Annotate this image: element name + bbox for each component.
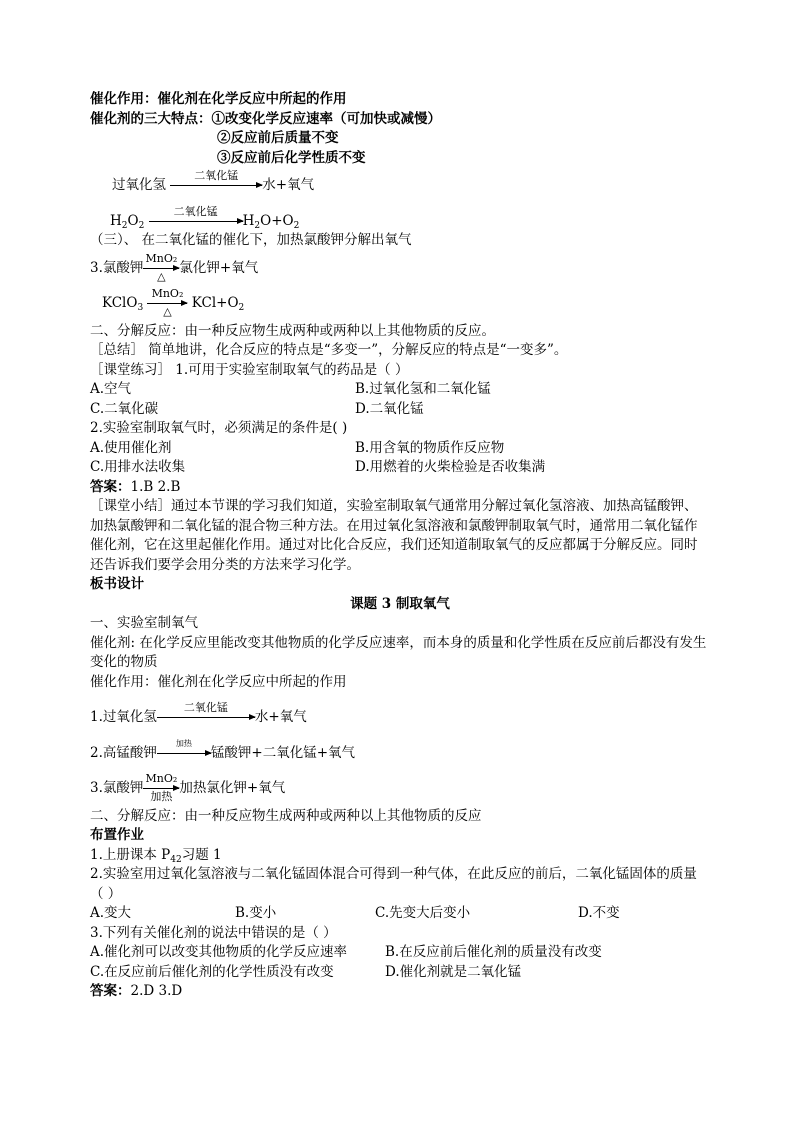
reaction-arrow: MnO₂ 加热 <box>143 788 179 789</box>
homework-2: 2.实验室用过氧化氢溶液与二氧化锰固体混合可得到一种气体，在此反应的前后，二氧化锰固体的质量（ ） <box>90 866 697 902</box>
equation-h2o2-words: 过氧化氢 二氧化锰 水+氧气 <box>112 169 315 193</box>
reaction-arrow: MnO₂ △ <box>147 303 187 304</box>
class-summary: ［课堂小结］通过本节课的学习我们知道，实验室制取氧气通常用分解过氧化氢溶液、加热高锰酸钾、加热氯酸钾和二氧化锰的混合物三种方法。在用过氧化氢溶液和氯酸钾制取氧气时，通常用二氧化锰作催化剂，它在这里起催化作用。通过对比化合反应，我们还知道制取氧气的反应都属于分解反应。同时还告诉我们要学会用分类的方法来学习化学。 <box>90 498 698 573</box>
equation-h2o2-formula: $H_2O_2$ 二氧化锰 $H_2O+O_2$ <box>110 204 300 231</box>
equation-kclo3-formula: KClO$_3$ MnO₂ △ $KCl+O_2$ <box>102 287 245 318</box>
practice-question-1: ［课堂练习］ 1.可用于实验室制取氧气的药品是（ ） <box>90 361 409 378</box>
feature-1: ①改变化学反应速率（可加快或减慢） <box>211 110 441 127</box>
topic-title: 课题 3 制取氧气 <box>350 595 450 612</box>
q1-options-row-1: A.空气 B.过氧化氢和二氧化锰 <box>90 381 491 397</box>
homework-3: 3.下列有关催化剂的说法中错误的是（ ） <box>90 924 337 941</box>
board-equation-1: 1.过氧化氢 二氧化锰 水+氧气 <box>90 701 307 725</box>
homework-heading: 布置作业 <box>90 827 144 843</box>
q1-options-row-2: C.二氧化碳 D.二氧化锰 <box>90 400 424 417</box>
answer-1: 答案：1.B 2.B <box>90 478 181 495</box>
homework-1: 1.上册课本 $P_{42}$习题 1 <box>90 846 222 865</box>
board-decomposition: 二、分解反应：由一种反应物生成两种或两种以上其他物质的反应 <box>90 807 482 824</box>
board-equation-3: 3.氯酸钾 MnO₂ 加热 加热氯化钾+氧气 <box>90 772 286 803</box>
section-three-heading: （三）、 在二氧化锰的催化下，加热氯酸钾分解出氧气 <box>90 232 412 248</box>
board-design-heading: 板书设计 <box>90 576 144 592</box>
reaction-arrow: 加热 <box>157 753 211 754</box>
reaction-arrow: 二氧化锰 <box>170 185 262 186</box>
features-label: 催化剂的三大特点： <box>90 110 212 127</box>
reaction-arrow: 二氧化锰 <box>149 221 243 222</box>
practice-question-2: 2.实验室制取氧气时，必须满足的条件是( ) <box>90 420 348 436</box>
reaction-arrow: 二氧化锰 <box>157 717 255 718</box>
summary-note: ［总结］ 简单地讲，化合反应的特点是“多变一”，分解反应的特点是“一变多”。 <box>90 342 568 358</box>
board-equation-2: 2.高锰酸钾 加热 锰酸钾+二氧化锰+氧气 <box>90 738 356 761</box>
q2-options-row-1: A.使用催化剂 B.用含氧的物质作反应物 <box>90 439 505 456</box>
decomposition-definition: 二、分解反应：由一种反应物生成两种或两种以上其他物质的反应。 <box>90 322 495 339</box>
feature-2: ②反应前后质量不变 <box>217 130 339 146</box>
board-catalysis-definition: 催化作用：催化剂在化学反应中所起的作用 <box>90 673 347 690</box>
board-catalyst-definition: 催化剂: 在化学反应里能改变其他物质的化学反应速率，而本身的质量和化学性质在反应前后都没有发生变化的物质 <box>90 634 707 670</box>
catalyst-features <box>90 110 710 130</box>
document-page <box>90 90 710 1002</box>
hw2-options: A.变大 B.变小 C.先变大后变小 D.不变 <box>90 905 620 921</box>
board-section-1: 一、实验室制氧气 <box>90 615 198 631</box>
reaction-arrow: MnO₂ △ <box>143 268 179 269</box>
hw3-options-row-1: A.催化剂可以改变其他物质的化学反应速率 B.在反应前后催化剂的质量没有改变 <box>90 944 602 960</box>
equation-kclo3-words: 3.氯酸钾 MnO₂ △ 氯化钾+氧气 <box>90 251 259 283</box>
feature-3: ③反应前后化学性质不变 <box>217 149 366 166</box>
q2-options-row-2: C.用排水法收集 D.用燃着的火柴检验是否收集满 <box>90 459 546 475</box>
catalysis-definition: 催化作用：催化剂在化学反应中所起的作用 <box>90 91 347 107</box>
hw3-options-row-2: C.在反应前后催化剂的化学性质没有改变 D.催化剂就是二氧化锰 <box>90 963 522 980</box>
answer-2: 答案：2.D 3.D <box>90 983 183 999</box>
